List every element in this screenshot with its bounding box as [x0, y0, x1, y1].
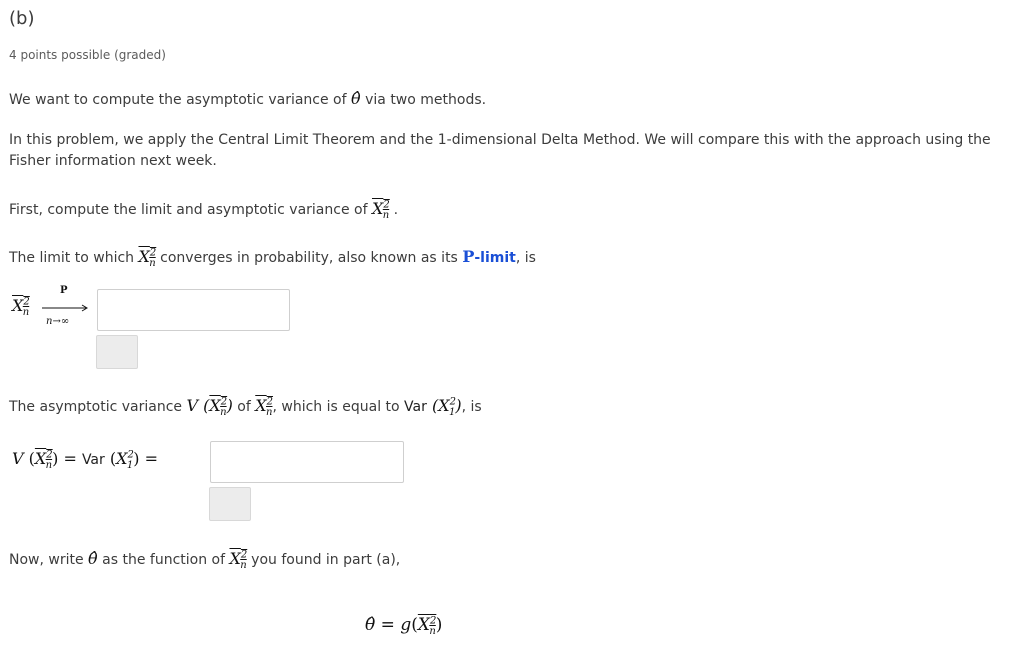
convergence-arrow-icon — [42, 303, 90, 313]
q1-arrow-bottom: n→∞ — [46, 316, 70, 327]
part-label: (b) — [9, 8, 35, 29]
q1-math-preview-button[interactable] — [96, 335, 138, 369]
q2-math-preview-button[interactable] — [209, 487, 251, 521]
q3-formula: θ̂ = $g(X^2_n)$ — [365, 615, 443, 638]
q2-formula: V $(X^2_n)$ = Var $(X^2_1)$ = — [12, 449, 158, 472]
q3-prompt: Now, write θ̂ as the function of $X^2_n$ you found in part (a), — [9, 549, 401, 572]
intro-line-1: We want to compute the asymptotic variance of θ̂ via two methods. — [9, 89, 487, 108]
q1-answer-input[interactable] — [97, 289, 290, 331]
points-possible: 4 points possible (graded) — [9, 48, 166, 62]
q1-arrow-top: P — [60, 285, 68, 296]
intro-paragraph: In this problem, we apply the Central Limit Theorem and the 1-dimensional Delta Method. We will compare this with the approach using the Fisher information next week. — [9, 132, 991, 169]
q1-formula-x: $X^2_n$ — [12, 296, 30, 319]
q1-prompt: The limit to which $X^2_n$ converges in probability, also known as its P-limit, is — [9, 247, 536, 270]
q2-prompt: The asymptotic variance V $(X^2_n)$ of $X^2_n$, which is equal to Var $(X^2_1)$, is — [9, 396, 482, 419]
q2-answer-input[interactable] — [210, 441, 404, 483]
intro-line-3: First, compute the limit and asymptotic variance of $X^2_n$ . — [9, 199, 399, 222]
plimit-term: P-limit — [462, 247, 516, 266]
